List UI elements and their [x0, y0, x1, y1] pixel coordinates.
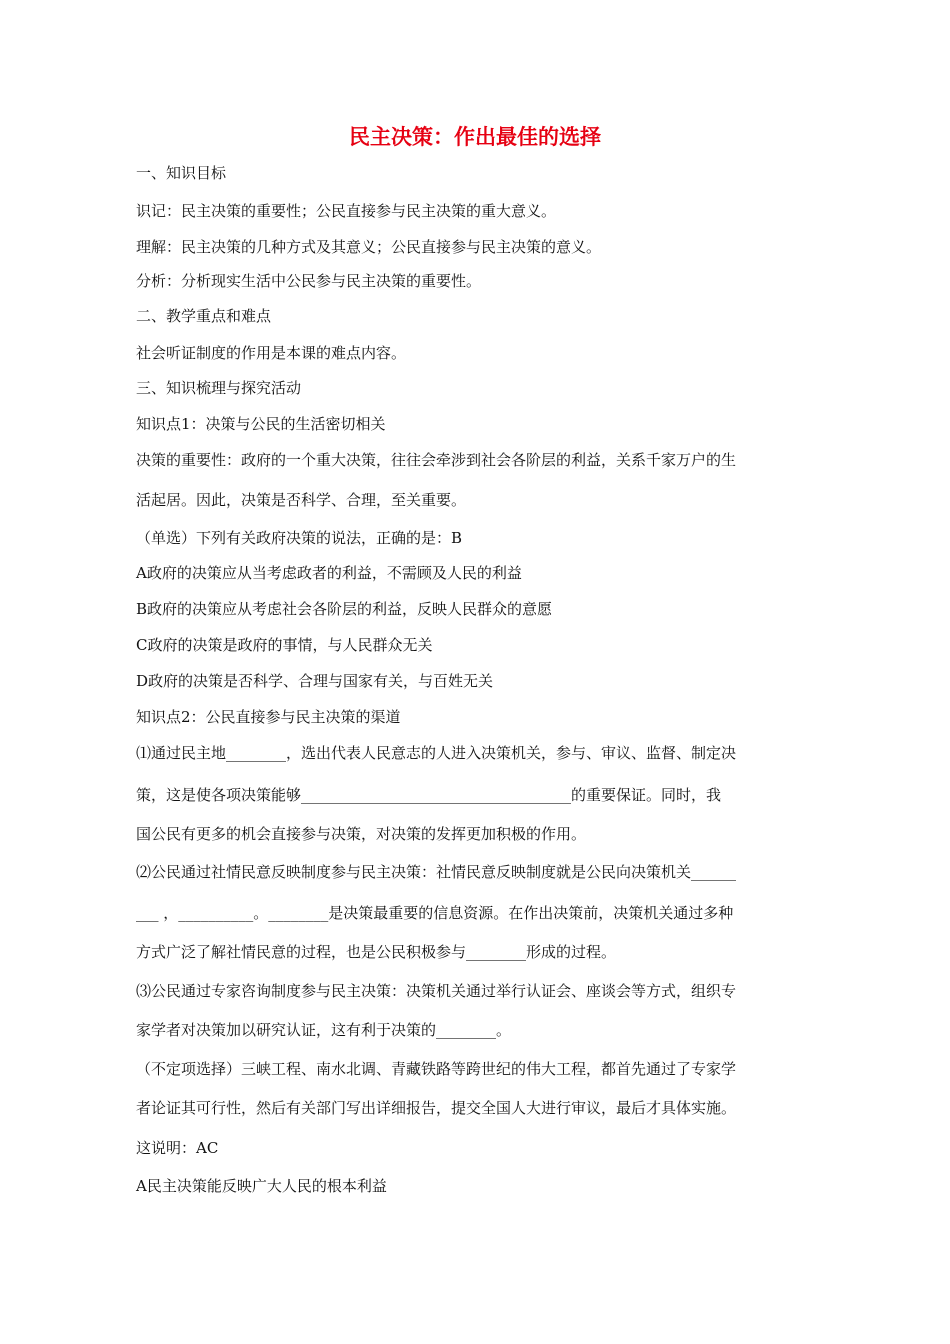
option-line: A民主决策能反映广大人民的根本利益 — [136, 1177, 387, 1195]
option-line: C政府的决策是政府的事情，与人民群众无关 — [136, 636, 433, 654]
document-title: 民主决策：作出最佳的选择 — [349, 125, 601, 149]
knowledge-point-1: 知识点1：决策与公民的生活密切相关 — [136, 415, 386, 433]
paragraph-line: 决策的重要性：政府的一个重大决策，往往会牵涉到社会各阶层的利益，关系千家万户的生 — [136, 451, 737, 469]
fill-blank-line: ⑴通过民主地________，选出代表人民意志的人进入决策机关，参与、审议、监督、制定决 — [136, 744, 737, 762]
section-heading-3: 三、知识梳理与探究活动 — [136, 379, 302, 397]
option-line: D政府的决策是否科学、合理与国家有关，与百姓无关 — [136, 672, 494, 690]
section-heading-1: 一、知识目标 — [136, 164, 227, 182]
question-line: （单选）下列有关政府决策的说法，正确的是：B — [136, 529, 463, 547]
paragraph-line: 活起居。因此，决策是否科学、合理，至关重要。 — [136, 491, 467, 509]
paragraph-line: 社会听证制度的作用是本课的难点内容。 — [136, 344, 407, 362]
question-line: 者论证其可行性，然后有关部门写出详细报告，提交全国人大进行审议，最后才具体实施。 — [136, 1099, 737, 1117]
fill-blank-line: 策，这是使各项决策能够____________________________________的重要保证。同时，我 — [136, 786, 722, 804]
paragraph-line: 识记：民主决策的重要性；公民直接参与民主决策的重大意义。 — [136, 202, 557, 220]
section-heading-2: 二、教学重点和难点 — [136, 307, 272, 325]
paragraph-line: 理解：民主决策的几种方式及其意义；公民直接参与民主决策的意义。 — [136, 238, 602, 256]
answer-line: 这说明：AC — [136, 1139, 219, 1157]
fill-blank-line: ___ ，__________。________是决策最重要的信息资源。在作出决策前，决策机关通过多种 — [136, 904, 734, 922]
fill-blank-line: ⑵公民通过社情民意反映制度参与民主决策：社情民意反映制度就是公民向决策机关______ — [136, 863, 737, 881]
knowledge-point-2: 知识点2：公民直接参与民主决策的渠道 — [136, 708, 401, 726]
paragraph-line: 分析：分析现实生活中公民参与民主决策的重要性。 — [136, 272, 482, 290]
question-line: （不定项选择）三峡工程、南水北调、青藏铁路等跨世纪的伟大工程，都首先通过了专家学 — [136, 1060, 737, 1078]
fill-blank-line: 家学者对决策加以研究认证，这有利于决策的________。 — [136, 1021, 512, 1039]
option-line: A政府的决策应从当考虑政者的利益，不需顾及人民的利益 — [136, 564, 522, 582]
option-line: B政府的决策应从考虑社会各阶层的利益，反映人民群众的意愿 — [136, 600, 553, 618]
paragraph-line: 国公民有更多的机会直接参与决策，对决策的发挥更加积极的作用。 — [136, 825, 587, 843]
paragraph-line: ⑶公民通过专家咨询制度参与民主决策：决策机关通过举行认证会、座谈会等方式，组织专 — [136, 982, 737, 1000]
fill-blank-line: 方式广泛了解社情民意的过程，也是公民积极参与________形成的过程。 — [136, 943, 617, 961]
